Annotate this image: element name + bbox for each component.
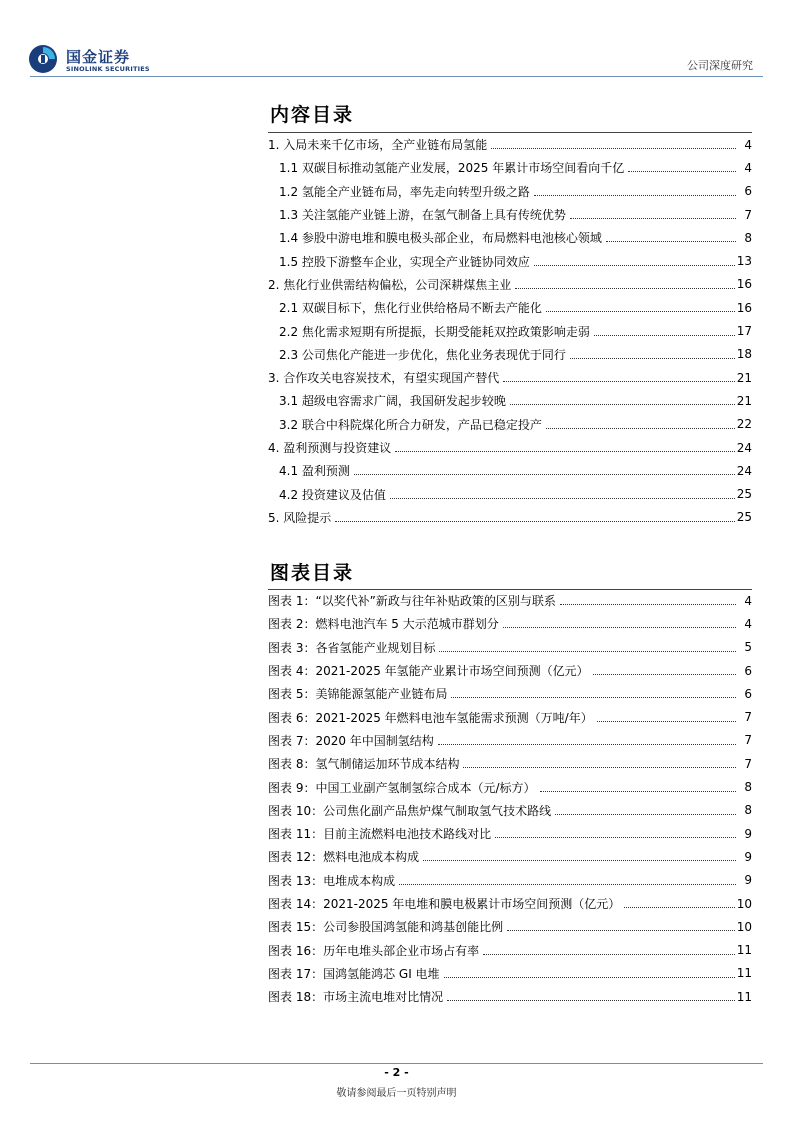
figure-entry-label: 图表 16：历年电堆头部企业市场占有率: [268, 943, 480, 958]
dot-leader: [507, 930, 735, 931]
figure-entry-page: 4: [744, 593, 752, 608]
toc-entry-page: 24: [736, 440, 752, 455]
footer-disclaimer: 敬请参阅最后一页特别声明: [336, 1088, 457, 1099]
figure-entry[interactable]: [268, 845, 752, 868]
figure-entry-page: 6: [744, 686, 752, 701]
figure-entry[interactable]: [268, 775, 752, 798]
toc-entry-page: 21: [736, 393, 752, 408]
figure-entry-page: 8: [744, 803, 752, 818]
logo-chinese-name: 国金证券: [66, 48, 131, 66]
toc-entry[interactable]: [268, 459, 752, 482]
figure-entry[interactable]: [268, 705, 752, 728]
dot-leader: [560, 604, 736, 605]
toc-entry-page: 17: [736, 324, 752, 339]
toc-entry[interactable]: [268, 296, 752, 319]
figure-entry-page: 8: [744, 780, 752, 795]
toc-entry[interactable]: [268, 436, 752, 459]
figure-entry-label: 图表 17：国鸿氢能鸿芯 GI 电堆: [268, 966, 440, 981]
dot-leader: [540, 791, 737, 792]
toc-entry[interactable]: [268, 366, 752, 389]
dot-leader: [570, 218, 736, 219]
toc-entry[interactable]: [268, 249, 752, 272]
figure-entry-page: 11: [736, 966, 752, 981]
toc-entry[interactable]: [268, 506, 752, 529]
dot-leader: [335, 521, 734, 522]
dot-leader: [534, 265, 735, 266]
dot-leader: [483, 954, 735, 955]
toc-entry-page: 24: [736, 463, 752, 478]
toc-entry[interactable]: [268, 319, 752, 342]
toc-entry-page: 22: [736, 417, 752, 432]
dot-leader: [546, 311, 735, 312]
toc-entry[interactable]: [268, 413, 752, 436]
figure-entry[interactable]: [268, 915, 752, 938]
toc-entry[interactable]: [268, 273, 752, 296]
figure-entry-label: 图表 14：2021-2025 年电堆和膜电极累计市场空间预测（亿元）: [268, 897, 621, 911]
dot-leader: [597, 721, 736, 722]
figure-entry[interactable]: [268, 729, 752, 752]
figure-entry-label: 图表 7：2020 年中国制氢结构: [268, 733, 434, 748]
dot-leader: [510, 404, 735, 405]
toc-entry-page: 16: [736, 277, 752, 292]
figure-entry-page: 9: [744, 826, 752, 841]
toc-entry-page: 25: [736, 487, 752, 502]
figure-entry-label: 图表 6：2021-2025 年燃料电池车氢能需求预测（万吨/年）: [268, 710, 593, 725]
toc-entry-page: 4: [744, 160, 752, 175]
toc-entry[interactable]: [268, 133, 752, 156]
toc-entry-label: 4. 盈利预测与投资建议: [268, 441, 392, 455]
figure-entry-label: 图表 3：各省氢能产业规划目标: [268, 640, 436, 655]
toc-entry-label: 2.3 公司焦化产能进一步优化，焦化业务表现优于同行: [279, 347, 566, 362]
toc-entry-label: 3. 合作攻关电容炭技术，有望实现国产替代: [268, 371, 500, 386]
toc-entry-label: 4.1 盈利预测: [279, 464, 350, 479]
figure-entry-page: 11: [736, 989, 752, 1004]
figure-entry[interactable]: [268, 869, 752, 892]
toc-entry-label: 2.1 双碳目标下，焦化行业供给格局不断去产能化: [279, 301, 542, 316]
page-number: - 2 -: [384, 1066, 409, 1079]
figure-entry-page: 10: [736, 919, 752, 934]
figure-entry-label: 图表 18：市场主流电堆对比情况: [268, 990, 444, 1005]
figure-entry-page: 7: [744, 710, 752, 725]
figure-entry-page: 9: [744, 873, 752, 888]
figure-entry[interactable]: [268, 612, 752, 635]
toc-entry-label: 3.1 超级电容需求广阔，我国研发起步较晚: [279, 394, 506, 409]
toc-entry[interactable]: [268, 180, 752, 203]
toc-entry-page: 6: [744, 184, 752, 199]
figure-entry[interactable]: [268, 938, 752, 961]
toc-entry[interactable]: [268, 226, 752, 249]
toc-entry[interactable]: [268, 156, 752, 179]
dot-leader: [439, 651, 736, 652]
dot-leader: [503, 627, 736, 628]
dot-leader: [606, 241, 736, 242]
dot-leader: [438, 744, 736, 745]
table-of-contents: [268, 133, 752, 529]
toc-entry-label: 5. 风险提示: [268, 510, 332, 525]
dot-leader: [399, 884, 736, 885]
figure-entry[interactable]: [268, 892, 752, 915]
toc-entry-page: 7: [744, 207, 752, 222]
figure-entry-page: 5: [744, 640, 752, 655]
dot-leader: [628, 171, 736, 172]
dot-leader: [423, 860, 736, 861]
toc-entry-page: 18: [736, 347, 752, 362]
figure-entry-label: 图表 1：“以奖代补”新政与往年补贴政策的区别与联系: [268, 594, 556, 609]
toc-entry-page: 13: [736, 254, 752, 269]
figure-entry[interactable]: [268, 752, 752, 775]
toc-title: 内容目录: [270, 104, 355, 126]
dot-leader: [503, 381, 734, 382]
figure-entry-label: 图表 2：燃料电池汽车 5 大示范城市群划分: [268, 617, 499, 632]
toc-entry-label: 1.5 控股下游整车企业，实现全产业链协同效应: [279, 254, 530, 269]
figure-entry[interactable]: [268, 589, 752, 612]
toc-entry-page: 4: [744, 137, 752, 152]
toc-entry-page: 16: [736, 300, 752, 315]
header-divider: [30, 76, 763, 77]
figure-entry-page: 10: [736, 896, 752, 911]
figure-entry-page: 9: [744, 849, 752, 864]
dot-leader: [534, 195, 736, 196]
toc-entry-page: 25: [736, 510, 752, 525]
toc-entry-label: 3.2 联合中科院煤化所合力研发，产品已稳定投产: [279, 417, 542, 432]
dot-leader: [495, 837, 736, 838]
dot-leader: [555, 814, 736, 815]
dot-leader: [451, 697, 736, 698]
dot-leader: [444, 977, 735, 978]
toc-entry-page: 8: [744, 230, 752, 245]
dot-leader: [593, 674, 736, 675]
figure-entry-label: 图表 11：目前主流燃料电池技术路线对比: [268, 827, 492, 842]
dot-leader: [515, 288, 734, 289]
figure-entry[interactable]: [268, 682, 752, 705]
figure-entry[interactable]: [268, 636, 752, 659]
dot-leader: [390, 498, 735, 499]
sinolink-logo-icon: [28, 44, 58, 74]
footer-divider: [30, 1063, 763, 1064]
figure-entry[interactable]: [268, 659, 752, 682]
toc-entry[interactable]: [268, 343, 752, 366]
figure-entry-label: 图表 8：氢气制储运加环节成本结构: [268, 757, 460, 772]
toc-entry-label: 1.3 关注氢能产业链上游，在氢气制备上具有传统优势: [279, 208, 566, 223]
dot-leader: [354, 474, 735, 475]
figure-entry-label: 图表 4：2021-2025 年氢能产业累计市场空间预测（亿元）: [268, 664, 589, 679]
dot-leader: [447, 1000, 735, 1001]
toc-entry-label: 2. 焦化行业供需结构偏松，公司深耕煤焦主业: [268, 277, 512, 292]
figure-entry[interactable]: [268, 962, 752, 985]
toc-entry-page: 21: [736, 370, 752, 385]
toc-entry-label: 1.2 氢能全产业链布局，率先走向转型升级之路: [279, 184, 530, 199]
toc-entry-label: 1.1 双碳目标推动氢能产业发展，2025 年累计市场空间看向千亿: [279, 161, 625, 176]
toc-entry-label: 4.2 投资建议及估值: [279, 487, 386, 502]
dot-leader: [491, 148, 736, 149]
toc-entry[interactable]: [268, 389, 752, 412]
dot-leader: [570, 358, 735, 359]
toc-entry[interactable]: [268, 203, 752, 226]
figure-entry-page: 7: [744, 733, 752, 748]
toc-entry-label: 1.4 参股中游电堆和膜电极头部企业，布局燃料电池核心领域: [279, 231, 602, 246]
dot-leader: [395, 451, 734, 452]
figure-entry-label: 图表 9：中国工业副产氢制氢综合成本（元/标方）: [268, 780, 536, 795]
figure-entry[interactable]: [268, 985, 752, 1008]
dot-leader: [594, 335, 735, 336]
page-header: [0, 0, 793, 80]
figure-entry-label: 图表 15：公司参股国鸿氢能和鸿基创能比例: [268, 920, 504, 935]
figure-entry-page: 7: [744, 756, 752, 771]
toc-entry-label: 1. 入局未来千亿市场，全产业链布局氢能: [268, 138, 488, 153]
logo-english-name: SINOLINK SECURITIES: [66, 65, 150, 73]
figure-entry-label: 图表 12：燃料电池成本构成: [268, 850, 420, 865]
list-of-figures: [268, 589, 752, 1008]
figure-entry[interactable]: [268, 822, 752, 845]
figure-entry-page: 4: [744, 616, 752, 631]
figure-entry-page: 6: [744, 663, 752, 678]
toc-entry-label: 2.2 焦化需求短期有所提振，长期受能耗双控政策影响走弱: [279, 324, 590, 339]
dot-leader: [463, 767, 736, 768]
company-logo: [28, 44, 178, 76]
figure-entry-label: 图表 13：电堆成本构成: [268, 873, 396, 888]
toc-entry[interactable]: [268, 482, 752, 505]
figure-entry-label: 图表 10：公司焦化副产品焦炉煤气制取氢气技术路线: [268, 803, 552, 818]
dot-leader: [546, 428, 735, 429]
figure-entry[interactable]: [268, 799, 752, 822]
figure-entry-label: 图表 5：美锦能源氢能产业链布局: [268, 687, 448, 702]
figure-entry-page: 11: [736, 943, 752, 958]
dot-leader: [624, 907, 734, 908]
figures-title: 图表目录: [270, 562, 355, 584]
document-type-label: 公司深度研究: [687, 59, 753, 72]
